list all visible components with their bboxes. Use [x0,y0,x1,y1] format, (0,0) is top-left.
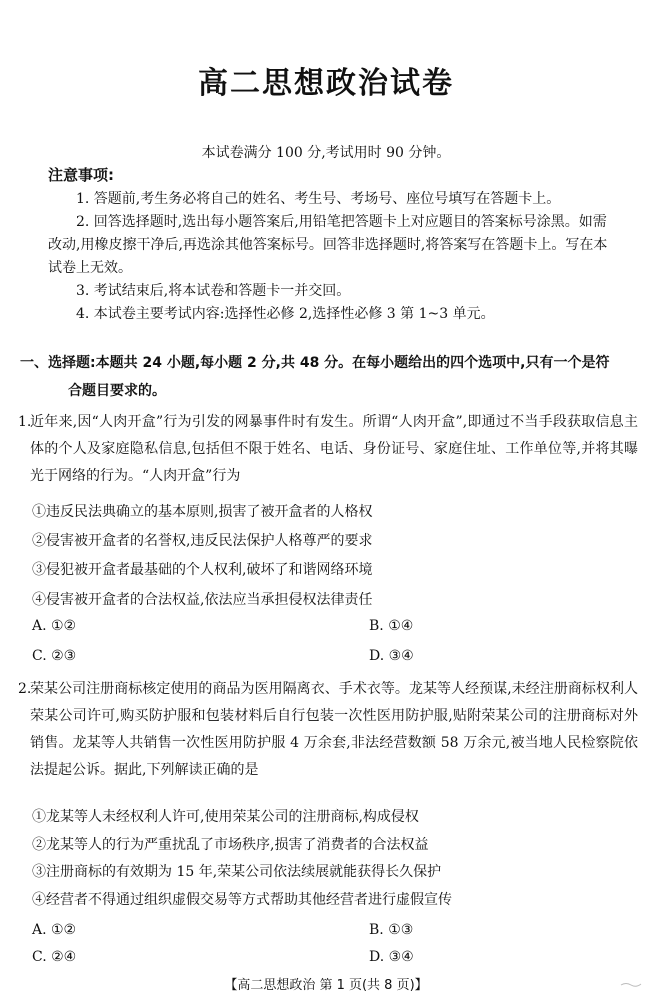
option-d: D. ③④ [369,949,414,965]
section-heading [20,349,640,405]
page-footer: 【高二思想政治 第 1 页(共 8 页)】 [224,978,428,993]
statement: ①违反民法典确立的基本原则,损害了被开盒者的人格权 [32,504,373,520]
option-b: B. ①③ [369,922,414,938]
statement: ③注册商标的有效期为 15 年,荣某公司依法续展就能获得长久保护 [32,864,442,880]
question-number: 1. [18,414,32,430]
question-2-stem [18,676,638,784]
scan-mark-icon [620,980,642,988]
statement: ②侵害被开盒者的名誉权,违反民法保护人格尊严的要求 [32,533,373,549]
section-heading-line: 合题目要求的。 [68,383,166,399]
statement: ①龙某等人未经权利人许可,使用荣某公司的注册商标,构成侵权 [32,809,419,825]
option-a: A. ①② [32,618,77,634]
statement: ②龙某等人的行为严重扰乱了市场秩序,损害了消费者的合法权益 [32,837,429,853]
option-c: C. ②④ [32,949,77,965]
option-a: A. ①② [32,922,77,938]
statement: ④经营者不得通过组织虚假交易等方式帮助其他经营者进行虚假宣传 [32,892,452,908]
statement: ④侵害被开盒者的合法权益,依法应当承担侵权法律责任 [32,592,373,608]
notice-heading: 注意事项: [48,166,114,184]
notice-item: 1. 答题前,考生务必将自己的姓名、考生号、考场号、座位号填写在答题卡上。 [76,191,561,207]
notice-item: 4. 本试卷主要考试内容:选择性必修 2,选择性必修 3 第 1~3 单元。 [76,306,495,322]
question-1-stem [18,409,638,490]
exam-info: 本试卷满分 100 分,考试用时 90 分钟。 [201,145,451,161]
notice-list [48,188,618,326]
option-d: D. ③④ [369,648,414,664]
option-c: C. ②③ [32,648,77,664]
statement: ③侵犯被开盒者最基础的个人权利,破坏了和谐网络环境 [32,562,373,578]
notice-item: 2. 回答选择题时,选出每小题答案后,用铅笔把答题卡上对应题目的答案标号涂黑。如需改动,用橡皮擦干净后,再选涂其他答案标号。回答非选择题时,将答案写在答题卡上。写在本试卷上无效。 [48,214,608,276]
question-text: 荣某公司注册商标核定使用的商品为医用隔离衣、手术衣等。龙某等人经预谋,未经注册商标权利人荣某公司许可,购买防护服和包装材料后自行包装一次性医用防护服,贴附荣某公司的注册商标对外销售。龙某等人共销售一次性医用防护服 4 万余套,非法经营数额 58 万余元,被当地人民检察院依法提起公诉。据此,下列解读正确的是 [30,681,638,778]
question-text: 近年来,因“人肉开盒”行为引发的网暴事件时有发生。所谓“人肉开盒”,即通过不当手段获取信息主体的个人及家庭隐私信息,包括但不限于姓名、电话、身份证号、家庭住址、工作单位等,并将其曝光于网络的行为。“人肉开盒”行为 [30,414,638,484]
option-b: B. ①④ [369,618,414,634]
page-title: 高二思想政治试卷 [198,66,454,101]
notice-item: 3. 考试结束后,将本试卷和答题卡一并交回。 [76,283,351,299]
section-heading-line: 一、选择题:本题共 24 小题,每小题 2 分,共 48 分。在每小题给出的四个选项中,只有一个是符 [20,355,610,371]
question-number: 2. [18,681,32,697]
